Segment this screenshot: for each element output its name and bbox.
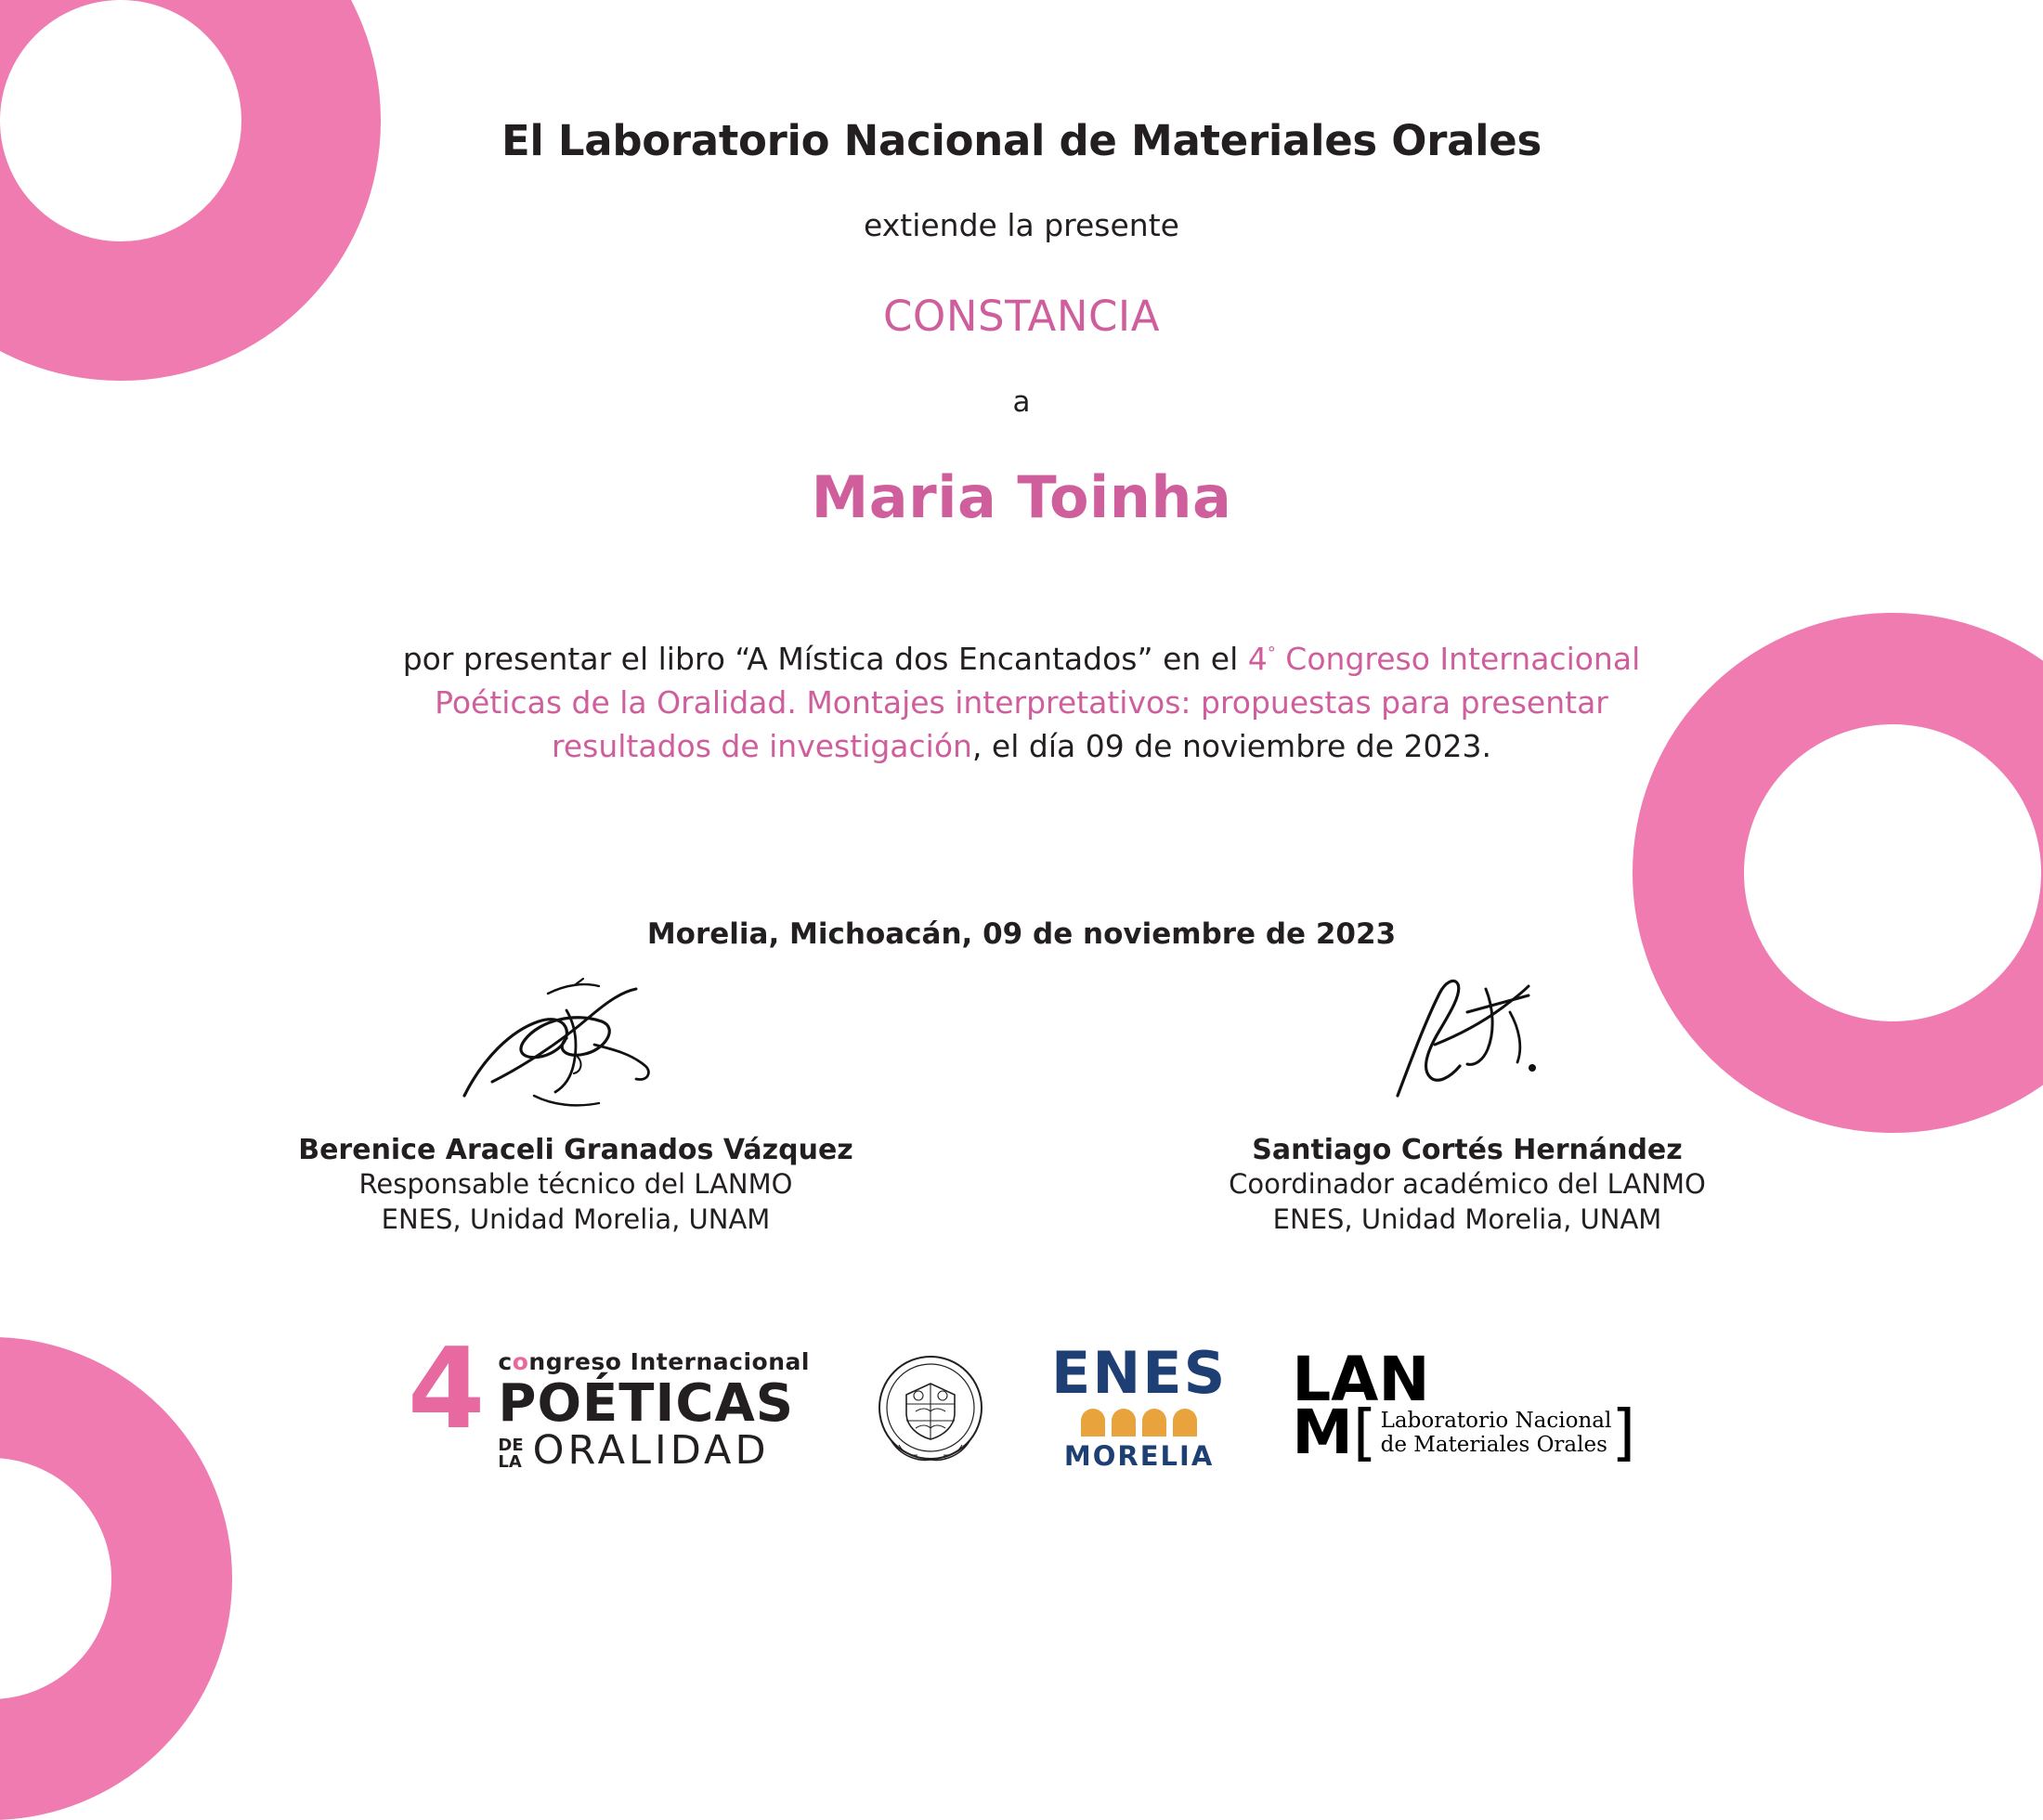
- recipient-name: Maria Toinha: [811, 463, 1232, 531]
- lanmo-bracket-open-icon: [: [1352, 1396, 1377, 1468]
- congreso-top-line: congreso Internacional: [498, 1348, 810, 1375]
- handwritten-signature-icon: [279, 956, 873, 1128]
- event-number-superscript: °: [1267, 644, 1276, 663]
- lanmo-subtitle-line-2: de Materiales Orales: [1380, 1433, 1607, 1458]
- signature-block: [279, 956, 873, 1238]
- signatory-name: Berenice Araceli Granados Vázquez: [298, 1134, 853, 1166]
- lanmo-line-1: LAN: [1292, 1344, 1430, 1415]
- signatory-institution: ENES, Unidad Morelia, UNAM: [381, 1203, 771, 1236]
- congreso-number: 4: [407, 1325, 486, 1454]
- logo-strip: [0, 1325, 2043, 1475]
- enes-arches-icon: [1081, 1409, 1197, 1436]
- enes-morelia-logo: [1050, 1339, 1228, 1472]
- extends-line: extiende la presente: [864, 207, 1179, 243]
- certificate-statement: [279, 638, 1764, 769]
- enes-campus: MORELIA: [1063, 1440, 1215, 1472]
- congreso-main-line: POÉTICAS: [498, 1373, 795, 1434]
- issuing-organization: El Laboratorio Nacional de Materiales Orales: [501, 116, 1542, 165]
- event-name: Congreso Internacional Poéticas de la Oralidad. Montajes interpretativos: propuestas para presentar resultados de investigación: [435, 641, 1641, 764]
- signatory-role: Coordinador académico del LANMO: [1229, 1168, 1706, 1200]
- certificate-body: [279, 0, 1764, 951]
- lanmo-subtitle-line-1: Laboratorio Nacional: [1380, 1408, 1612, 1433]
- signature-section: [279, 956, 1764, 1238]
- lanmo-bracket-close-icon: ]: [1611, 1396, 1636, 1468]
- lanmo-logo: [1292, 1344, 1636, 1468]
- lanmo-line-2: M: [1292, 1396, 1353, 1468]
- place-and-date: Morelia, Michoacán, 09 de noviembre de 2023: [646, 916, 1397, 951]
- statement-prefix: por presentar el libro “A Mística dos Encantados” en el: [402, 641, 1248, 677]
- signatory-role: Responsable técnico del LANMO: [358, 1168, 793, 1200]
- unam-seal-icon: [875, 1352, 986, 1467]
- event-number: 4: [1247, 641, 1268, 677]
- congreso-poeticas-logo: [407, 1325, 810, 1475]
- handwritten-signature-icon: [1170, 956, 1764, 1128]
- document-type: CONSTANCIA: [883, 292, 1160, 341]
- congreso-de: DE: [498, 1436, 524, 1456]
- connector-word: a: [1012, 385, 1031, 419]
- signature-block: [1170, 956, 1764, 1238]
- signatory-name: Santiago Cortés Hernández: [1252, 1134, 1683, 1166]
- signatory-institution: ENES, Unidad Morelia, UNAM: [1272, 1203, 1662, 1236]
- congreso-la: LA: [498, 1452, 522, 1473]
- enes-wordmark: ENES: [1050, 1339, 1228, 1407]
- congreso-bottom-line: ORALIDAD: [532, 1427, 770, 1475]
- statement-suffix: , el día 09 de noviembre de 2023.: [971, 727, 1491, 764]
